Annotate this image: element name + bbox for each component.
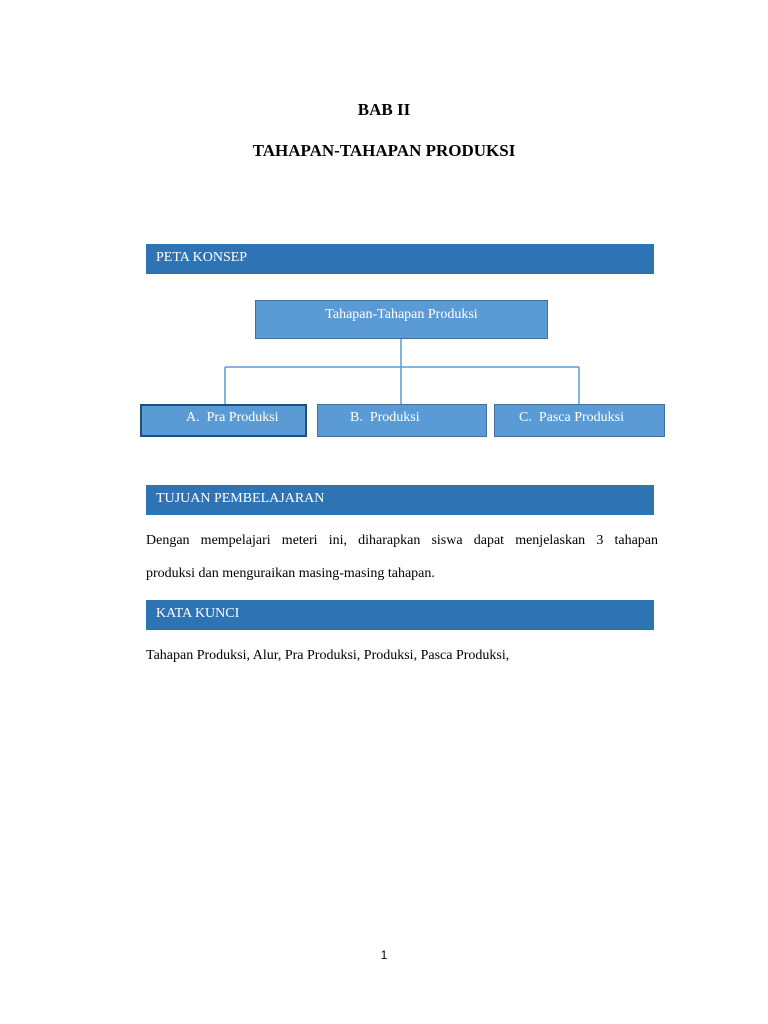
chapter-heading: BAB II: [357, 100, 411, 119]
keywords-text: Tahapan Produksi, Alur, Pra Produksi, Produksi, Pasca Produksi,: [146, 648, 510, 663]
node-marker: A.: [186, 410, 200, 425]
objectives-header: TUJUAN PEMBELAJARAN: [146, 485, 654, 515]
concept-map-node-produksi: [317, 404, 487, 437]
chapter-title: TAHAPAN-TAHAPAN PRODUKSI: [252, 141, 516, 160]
concept-map-header: PETA KONSEP: [146, 244, 654, 274]
concept-map-root-label: Tahapan-Tahapan Produksi: [325, 307, 478, 322]
node-marker: C.: [519, 410, 532, 425]
concept-map-node-pasca-produksi: [494, 404, 665, 437]
objectives-line-2: produksi dan menguraikan masing-masing tahapan.: [146, 566, 435, 581]
objectives-line-1: Dengan mempelajari meteri ini, diharapkan siswa dapat menjelaskan 3 tahapan: [146, 533, 658, 548]
keywords-header: KATA KUNCI: [146, 600, 654, 630]
page-number: 1: [380, 948, 388, 962]
node-label: Produksi: [369, 410, 420, 425]
node-marker: B.: [350, 410, 363, 425]
node-label: Pasca Produksi: [538, 410, 625, 425]
concept-map-root: [255, 300, 548, 339]
node-label: Pra Produksi: [206, 410, 279, 425]
concept-map-node-pra-produksi: [140, 404, 307, 437]
